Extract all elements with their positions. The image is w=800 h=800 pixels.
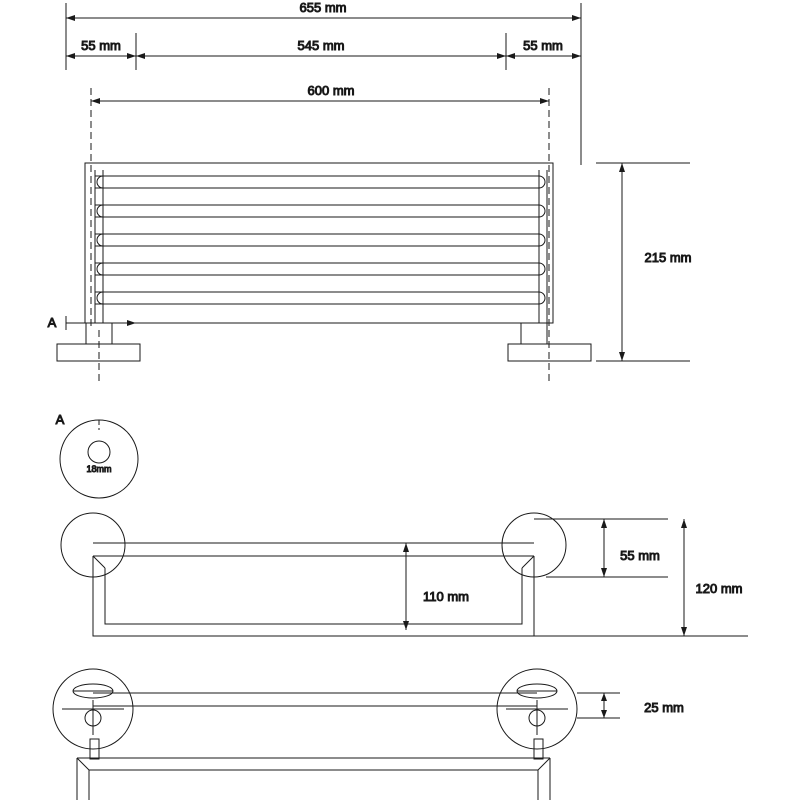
section-label-a-front: A <box>47 315 57 330</box>
dim-depth-upper-label: 55 mm <box>620 548 660 563</box>
dim-offset-bottom <box>577 693 620 718</box>
section-mark-a-front <box>66 316 136 330</box>
dim-height-front-label: 215 mm <box>644 250 692 265</box>
detail-label-a: A <box>55 412 65 427</box>
bottom-view <box>53 669 577 800</box>
front-view <box>57 163 591 361</box>
dim-rail-width <box>91 88 549 330</box>
dim-inner-span-label: 545 mm <box>297 38 345 53</box>
detail-diameter-label: 18mm <box>86 464 112 474</box>
centerlines-feet <box>99 330 549 381</box>
side-view <box>61 513 566 636</box>
detail-view-a <box>60 420 138 498</box>
dim-depth-inner-label: 110 mm <box>423 589 469 604</box>
dim-offset-bottom-label: 25 mm <box>644 700 684 715</box>
dim-right-bracket-label: 55 mm <box>523 38 563 53</box>
dim-overall-width-label: 655 mm <box>299 0 347 15</box>
dim-left-bracket-label: 55 mm <box>81 38 121 53</box>
dim-depth-total-label: 120 mm <box>695 581 743 596</box>
dim-rail-width-label: 600 mm <box>307 83 355 98</box>
